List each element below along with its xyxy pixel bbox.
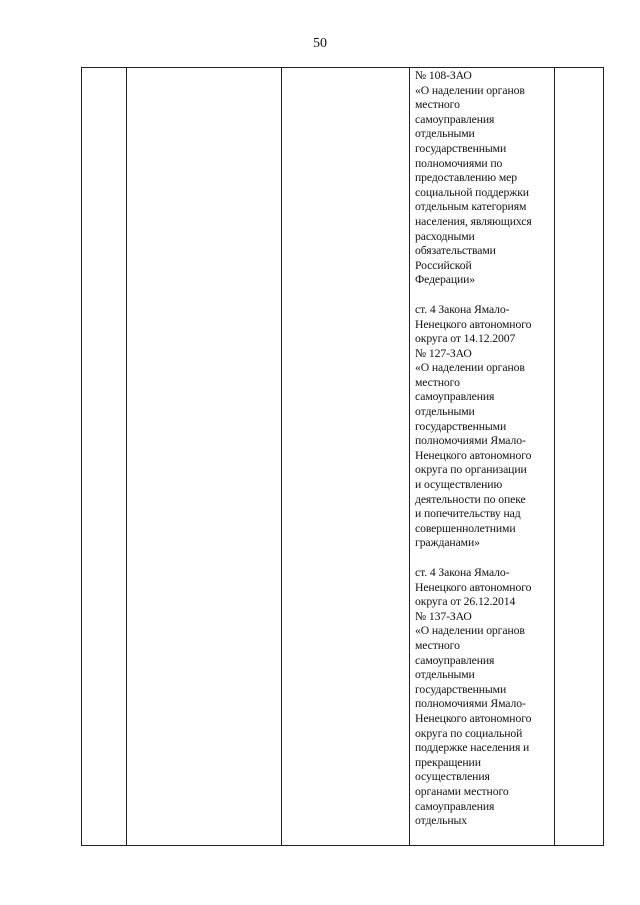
text-line: ст. 4 Закона Ямало-: [415, 302, 510, 316]
text-line: Российской: [415, 258, 472, 272]
page-number: 50: [313, 36, 327, 51]
text-line: поддержке населения и: [415, 741, 530, 755]
legal-reference-block: [415, 69, 551, 288]
text-line: Ненецкого автономного: [415, 317, 532, 331]
text-line: Ненецкого автономного: [415, 711, 532, 725]
text-line: местного: [415, 375, 460, 389]
text-line: предоставлению мер: [415, 171, 518, 185]
table-cell-name: [127, 68, 282, 846]
text-line: Ненецкого автономного: [415, 448, 532, 462]
text-line: государственными: [415, 419, 507, 433]
text-line: «О наделении органов: [415, 83, 525, 97]
text-line: № 127-ЗАО: [415, 346, 472, 360]
text-line: отдельными: [415, 668, 475, 682]
text-line: прекращении: [415, 755, 481, 769]
text-line: округа по организации: [415, 463, 527, 477]
text-line: Ненецкого автономного: [415, 580, 532, 594]
text-line: отдельным категориям: [415, 200, 527, 214]
legal-reference-block: [415, 566, 551, 829]
text-line: совершеннолетними: [415, 521, 516, 535]
text-line: государственными: [415, 682, 507, 696]
text-line: ст. 4 Закона Ямало-: [415, 566, 510, 579]
text-line: самоуправления: [415, 112, 495, 126]
text-line: населения, являющихся: [415, 214, 532, 228]
text-line: отдельных: [415, 814, 467, 828]
table-row: [82, 68, 604, 846]
text-line: полномочиями по: [415, 156, 503, 170]
text-line: гражданами»: [415, 536, 480, 550]
text-line: полномочиями Ямало-: [415, 697, 526, 711]
text-line: обязательствами: [415, 244, 496, 258]
text-line: самоуправления: [415, 653, 495, 667]
text-line: округа от 14.12.2007: [415, 332, 516, 346]
text-line: округа от 26.12.2014: [415, 595, 516, 609]
text-line: полномочиями Ямало-: [415, 434, 526, 448]
text-line: округа по социальной: [415, 726, 523, 740]
table-cell-notes: [555, 68, 604, 846]
text-line: местного: [415, 638, 460, 652]
text-line: «О наделении органов: [415, 361, 525, 375]
text-line: и осуществлению: [415, 478, 503, 492]
text-line: осуществления: [415, 770, 490, 784]
table-cell-number: [82, 68, 127, 846]
text-line: социальной поддержки: [415, 185, 529, 199]
text-line: государственными: [415, 141, 507, 155]
text-line: деятельности по опеке: [415, 492, 526, 506]
text-line: № 108-ЗАО: [415, 69, 472, 82]
table-cell-legal-basis: [410, 68, 555, 846]
table-cell-authority: [282, 68, 410, 846]
text-line: местного: [415, 98, 460, 112]
text-line: органами местного: [415, 784, 509, 798]
text-line: самоуправления: [415, 390, 495, 404]
text-line: расходными: [415, 229, 475, 243]
text-line: отдельными: [415, 127, 475, 141]
text-line: отдельными: [415, 405, 475, 419]
text-line: самоуправления: [415, 799, 495, 813]
legal-reference-block: [415, 303, 551, 551]
document-table: [81, 67, 604, 846]
text-line: и попечительству над: [415, 507, 521, 521]
legal-basis-text: [410, 68, 554, 829]
text-line: Федерации»: [415, 273, 476, 287]
text-line: «О наделении органов: [415, 624, 525, 638]
text-line: № 137-ЗАО: [415, 609, 472, 623]
